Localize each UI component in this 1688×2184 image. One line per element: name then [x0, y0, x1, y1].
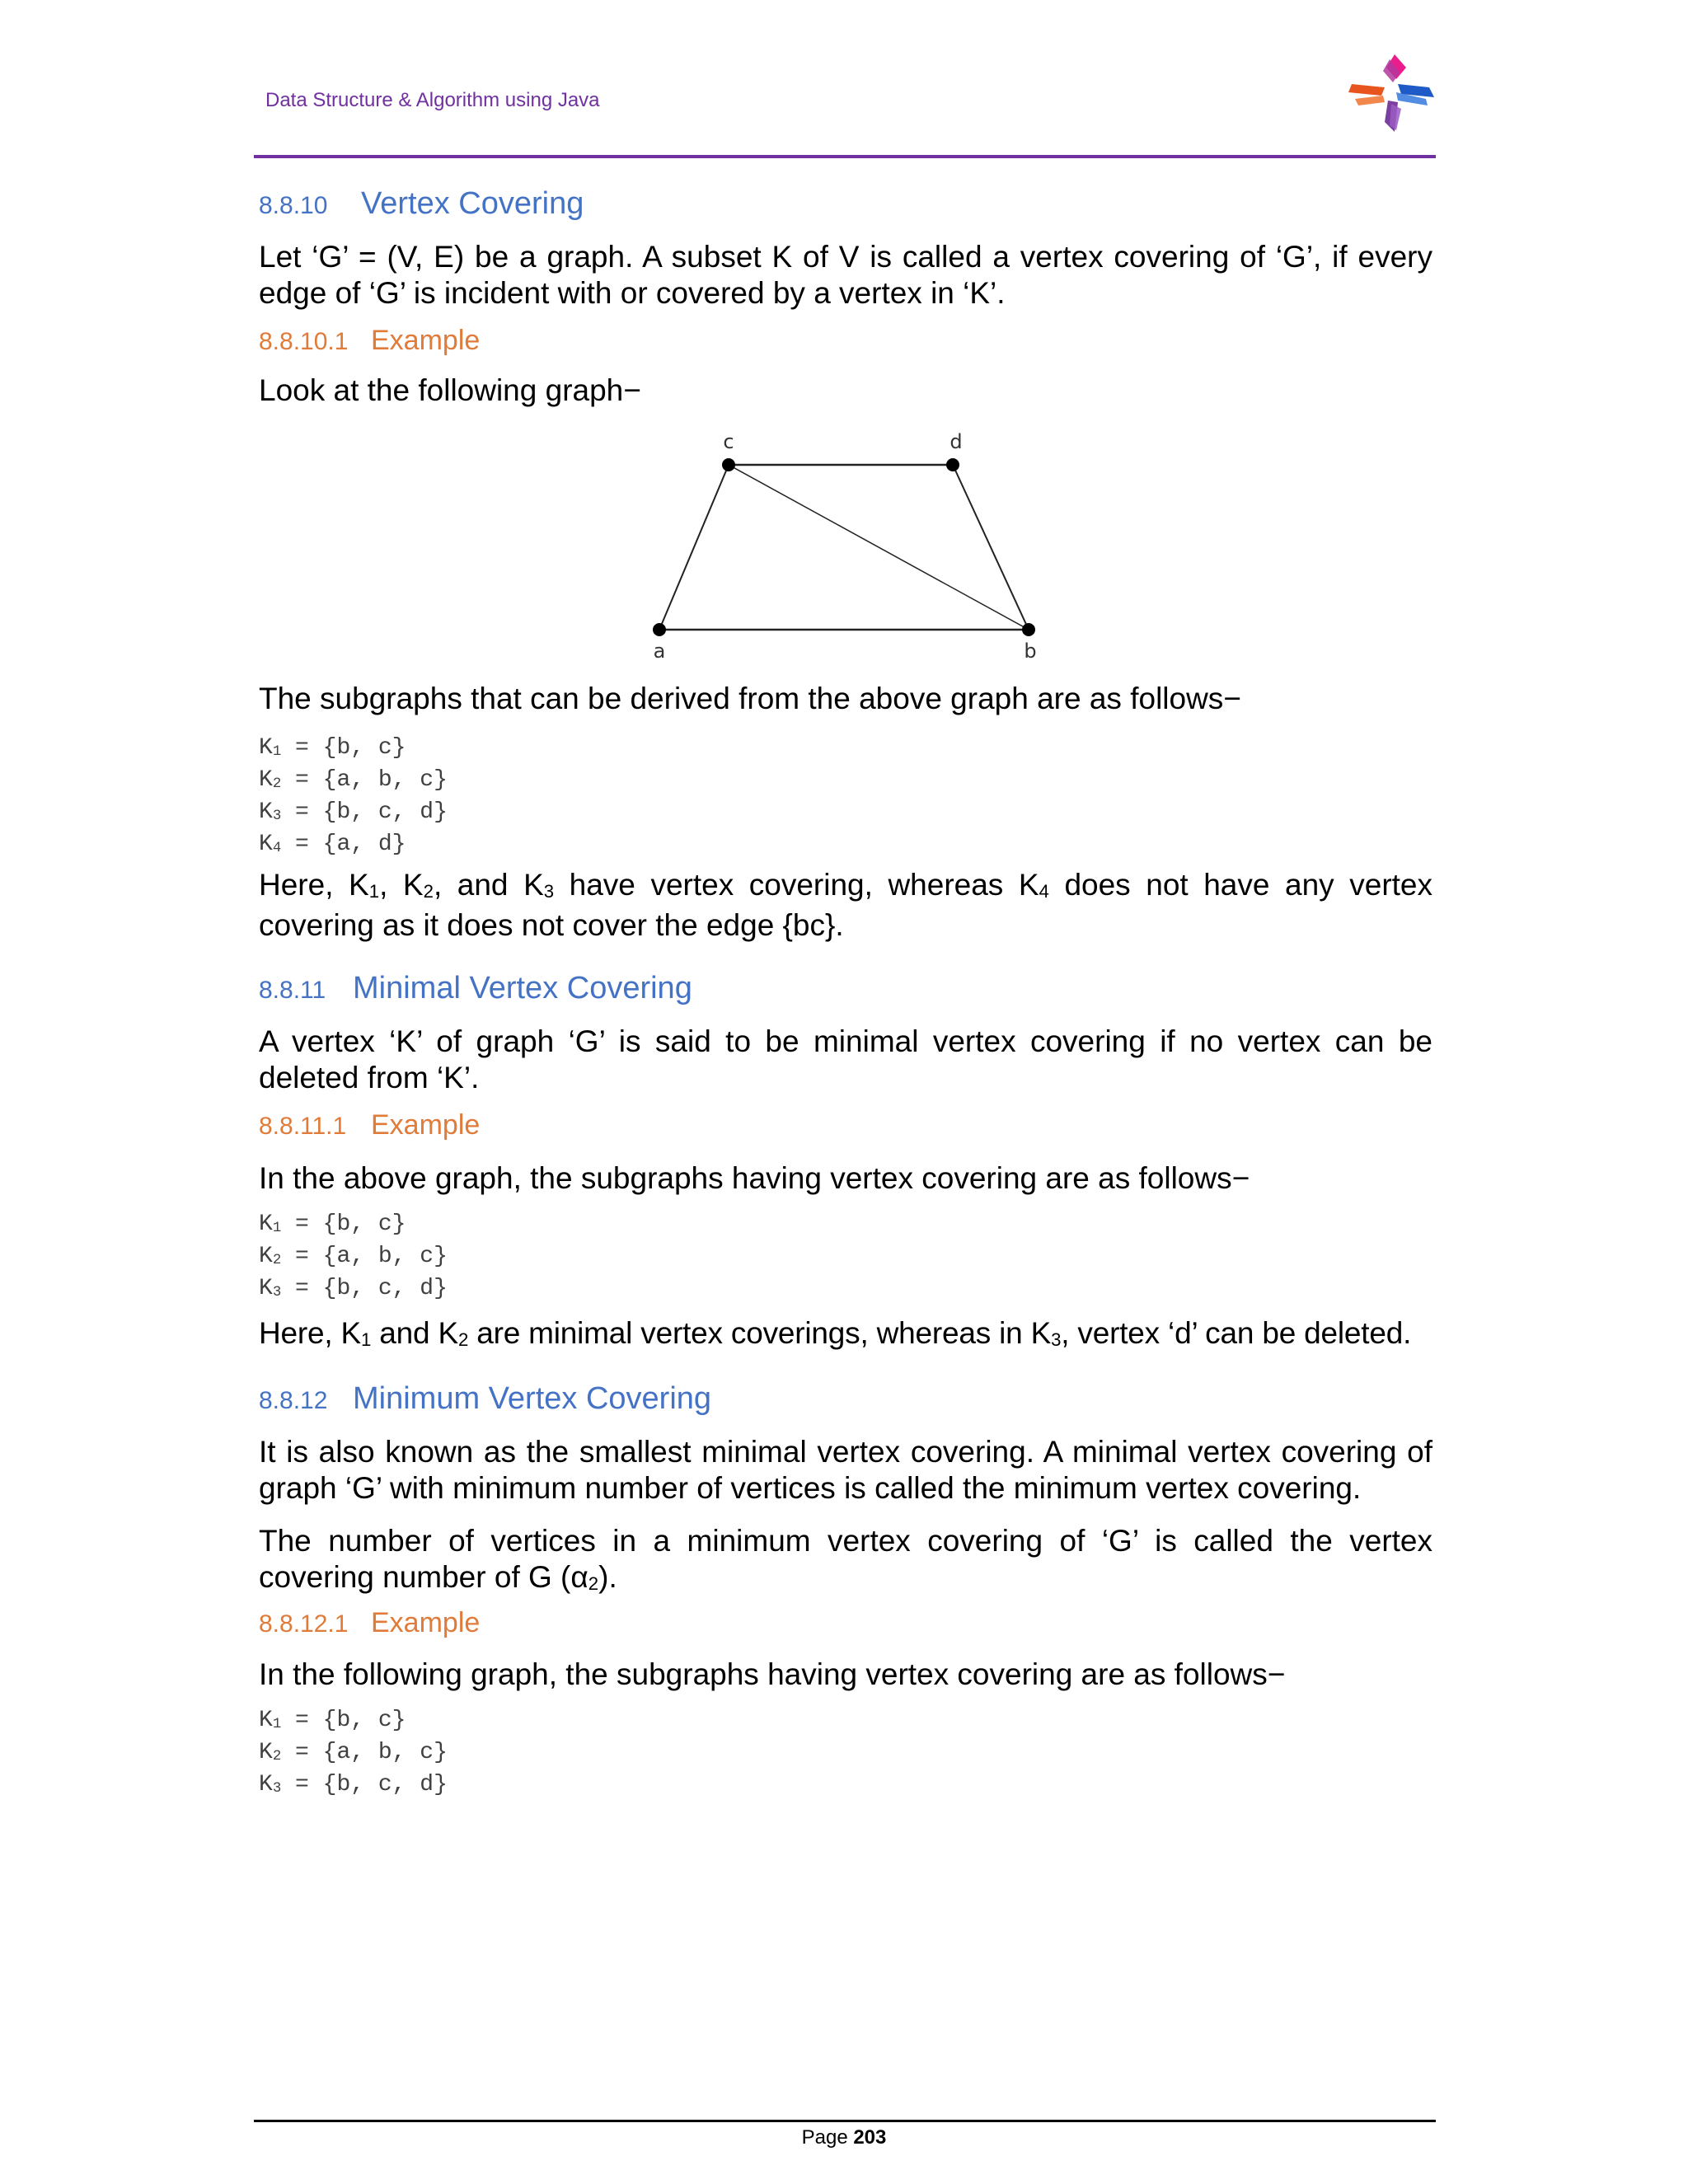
code-line: $K_4 = \{a$, d} [259, 832, 406, 857]
code-line: $K_3 = \{b$, c, d} [259, 1772, 448, 1797]
vertex-c [722, 458, 735, 471]
page-label: Page [801, 2126, 854, 2149]
subgraphs-intro: In the above graph, the subgraphs having vertex covering are as follows− [259, 1161, 1250, 1195]
code-line: $K_1 = \{b$, c} [259, 1212, 406, 1237]
example-title: Example [371, 1109, 481, 1141]
vertex-a [653, 623, 666, 636]
code-block-subgraphs [259, 733, 448, 862]
vertex-label-a: a [653, 640, 666, 663]
header-title: Data Structure & Algorithm using Java [265, 89, 600, 111]
example-heading [259, 1607, 480, 1639]
conclusion-paragraph: Here, $K_1$, $K_2$, and $K_3$ have vertex covering, whereas $K_4$ does not have any vertex covering as it does not cover the edge {bc}. [259, 868, 1432, 942]
code-line: $K_2 = \{a$, b, c} [259, 1244, 448, 1269]
section-heading-vertex-covering [259, 186, 584, 222]
vertex-d [946, 458, 959, 471]
code-line: $K_1 = \{b$, c} [259, 1708, 406, 1733]
code-line: $K_3 = \{b$, c, d} [259, 1276, 448, 1301]
graph-figure [638, 424, 1058, 671]
example-heading [259, 1109, 480, 1141]
section-heading-minimal-vertex-covering [259, 971, 692, 1006]
code-line: $K_3 = \{b$, c, d} [259, 799, 448, 825]
page-number: 203 [853, 2126, 887, 2149]
conclusion-paragraph: Here, $K_1$ and $K_2$ are minimal vertex coverings, whereas in $K_3$, vertex ‘d’ can be deleted. [259, 1316, 1412, 1350]
subgraphs-intro: The subgraphs that can be derived from the above graph are as follows− [259, 682, 1241, 715]
vertex-label-d: d [950, 430, 963, 453]
edge-cb [729, 465, 1029, 630]
example-title: Example [371, 1607, 481, 1638]
definition-paragraph: It is also known as the smallest minimal vertex covering. A minimal vertex covering of graph ‘G’ with minimum number of vertices is called the minimum vertex covering. [259, 1435, 1432, 1505]
section-title: Minimal Vertex Covering [353, 971, 692, 1005]
vertex-label-b: b [1024, 640, 1037, 663]
code-line: $K_1 = \{b$, c} [259, 735, 406, 761]
section-number: 8.8.12 [259, 1387, 328, 1414]
code-block-subgraphs [259, 1706, 448, 1802]
example-title: Example [371, 325, 481, 356]
edge-db [953, 465, 1029, 630]
page-footer [0, 2126, 1688, 2149]
look-paragraph: Look at the following graph− [259, 373, 641, 407]
subgraphs-intro: In the following graph, the subgraphs having vertex covering are as follows− [259, 1657, 1286, 1691]
section-title: Minimum Vertex Covering [353, 1381, 712, 1416]
publisher-logo-icon [1347, 51, 1436, 137]
header-rule [254, 155, 1436, 158]
example-number: 8.8.11.1 [259, 1113, 347, 1140]
section-heading-minimum-vertex-covering [259, 1381, 711, 1417]
section-number: 8.8.11 [259, 977, 326, 1004]
code-block-subgraphs [259, 1210, 448, 1306]
code-line: $K_2 = \{a$, b, c} [259, 1740, 448, 1765]
covering-number-paragraph: The number of vertices in a minimum vertex covering of ‘G’ is called the vertex covering number of G $(\alpha_2)$. [259, 1524, 1432, 1594]
vertex-label-c: c [723, 430, 734, 453]
definition-paragraph: A vertex ‘K’ of graph ‘G’ is said to be minimal vertex covering if no vertex can be deleted from ‘K’. [259, 1024, 1432, 1094]
example-number: 8.8.12.1 [259, 1610, 349, 1638]
section-title: Vertex Covering [361, 186, 584, 221]
section-number: 8.8.10 [259, 192, 328, 219]
definition-paragraph: Let ‘G’ = (V, E) be a graph. A subset K of V is called a vertex covering of ‘G’, if every edge of ‘G’ is incident with or covered by a vertex in ‘K’. [259, 240, 1432, 310]
example-heading [259, 325, 480, 357]
footer-rule [254, 2120, 1436, 2122]
edge-ca [659, 465, 729, 630]
code-line: $K_2 = \{a$, b, c} [259, 767, 448, 793]
example-number: 8.8.10.1 [259, 328, 349, 355]
vertex-b [1022, 623, 1035, 636]
